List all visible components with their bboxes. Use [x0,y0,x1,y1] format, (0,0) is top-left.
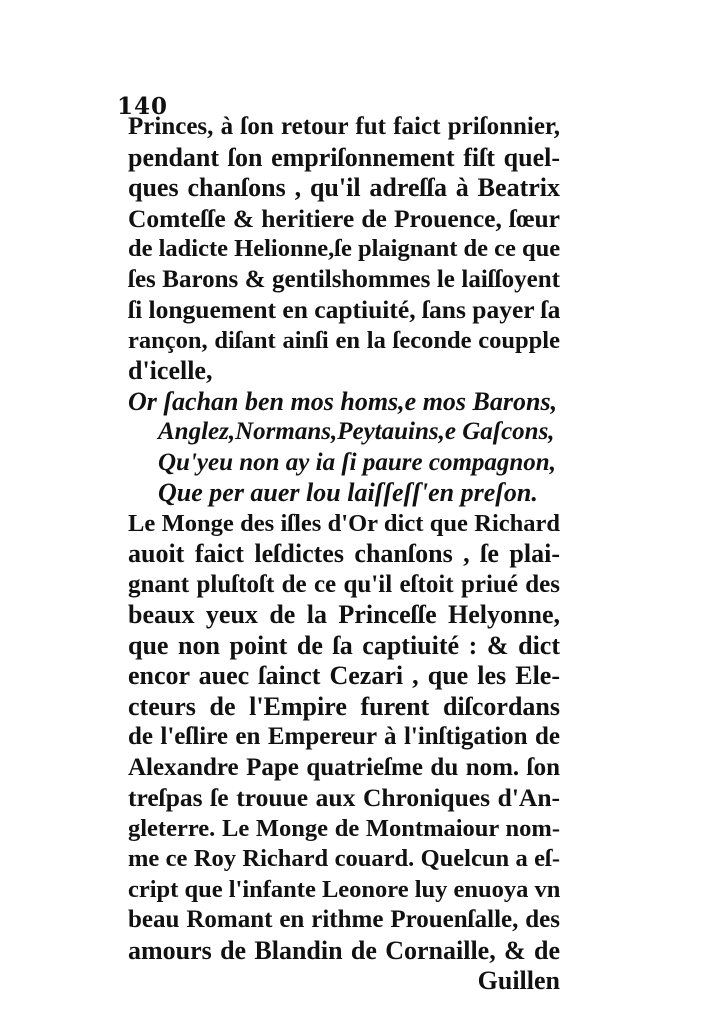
text-line: de ladicte Helionne,ſe plaignant de ce que [128,235,561,262]
text-line: ſi longuement en captiuité, ſans payer ſa [128,295,561,324]
text-line: Le Monge des iſles d'Or dict que Richard [128,509,560,537]
catchword: Guillen [477,966,560,995]
text-line: ſes Barons & gentilshommes le laiſſoyent [128,265,560,293]
text-line: cript que l'infante Leonore luy enuoya vn [128,875,561,903]
text-line: ques chanſons , qu'il adreſſa à Beatrix [128,173,560,202]
verse-quotation [128,387,560,509]
text-line: gleterre. Le Monge de Montmaiour nom- [128,814,560,842]
text-line: d'icelle, [128,356,213,385]
body-text [128,112,560,997]
text-line: treſpas ſe trouue aux Chroniques d'An- [128,783,560,812]
text-line: que non point de ſa captiuité : & dict [128,630,560,660]
text-line: rançon, diſant ainſi en la ſeconde coupple [128,326,560,354]
text-line: beau Romant en rithme Prouenſalle, des [128,906,560,933]
verse-line: Or ſachan ben mos homs,e mos Barons, [128,386,558,416]
text-line: Alexandre Pape quatrieſme du nom. ſon [128,753,560,781]
text-line: cteurs de l'Empire furent diſcordans [128,691,560,721]
text-line: Comteſſe & heritiere de Prouence, ſœur [128,203,560,233]
text-line: amours de Blandin de Cornaille, & de [128,935,560,965]
verse-line: Anglez,Normans,Peytauins,e Gaſcons, [158,418,555,445]
text-line: de l'eſlire en Empereur à l'inſtigation de [128,723,560,750]
text-line: auoit faict leſdictes chanſons , ſe plai- [128,539,560,568]
verse-line: Que per auer lou laiſſeſſ'en preſon. [158,478,538,507]
text-line: Princes, à ſon retour fut faict priſonnier, [128,113,560,140]
text-line: beaux yeux de la Princeſſe Helyonne, [128,600,560,629]
text-line: gnant pluſtoſt de ce qu'il eſtoit priué des [128,570,560,598]
text-line: encor auec ſainct Cezari , que les Ele- [128,661,560,690]
text-line: pendant ſon empriſonnement fiſt quel- [128,142,560,172]
text-line: me ce Roy Richard couard. Quelcun a eſ- [128,845,560,872]
verse-line: Qu'yeu non ay ia ſi paure compagnon, [158,448,556,476]
page-number: 140 [117,93,169,120]
